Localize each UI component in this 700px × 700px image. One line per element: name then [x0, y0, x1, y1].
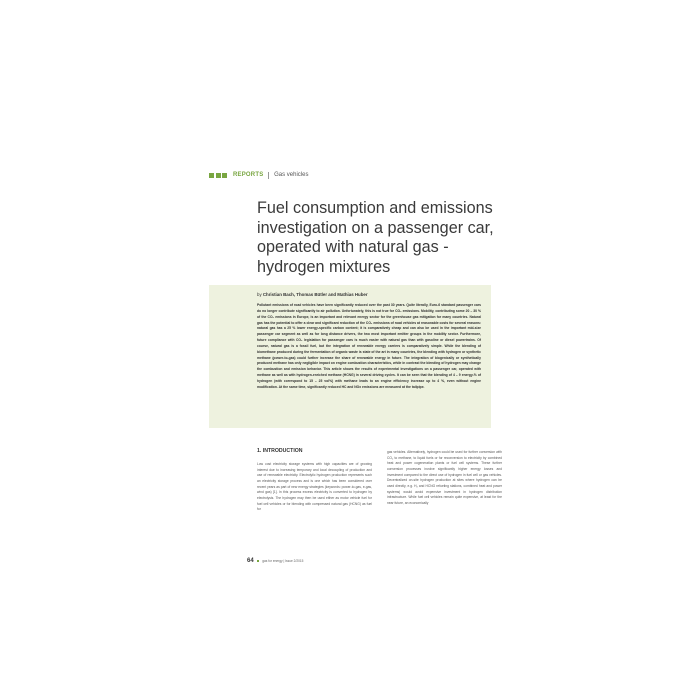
- green-square-icon: [257, 560, 260, 563]
- section-heading: 1. INTRODUCTION: [257, 448, 303, 454]
- article-title: Fuel consumption and emissions investigation on a passenger car, operated with natural gas - hydrogen mixtures: [257, 199, 494, 276]
- section-label: REPORTS: [233, 172, 264, 178]
- page-footer: [247, 558, 303, 564]
- green-square-icon: [209, 173, 214, 178]
- body-column-right: [387, 450, 502, 507]
- body-column-left: [257, 448, 372, 513]
- green-square-icon: [216, 173, 221, 178]
- abstract-text: Pollutant emissions of road vehicles have been significantly reduced over the past 30 years. Quite literally, Euro-6 standard passenger cars do no longer contribute significantly to air pollution. Unfortunately, this is not true for CO₂ emissions. Mobility, contributing some 20 – 30 % of the CO₂ emissions in Europe, is an important and relevant energy sector for the greenhouse gas mitigation for many countries. Natural gas has the potential to offer a clear and significant reduction of the CO₂ emissions of road vehicles at reasonable costs for several reasons: natural gas has a 25 % lower energy-specific carbon content; it is comparatively cheap and can also be used in the important mid-size passenger car segment as well as for long distance drivers, the two most important emitter groups in the mobility sector. Furthermore, future compliance with CO₂ legislation for passenger cars is much easier with natural gas than with gasoline or diesel powertrains. Of course, natural gas is a fossil fuel, but the integration of renewable energy carriers is comparatively simple. While the blending of biomethane produced during the fermentation of organic waste is state of the art in many countries, the blending with hydrogen or synthetic methane (power-to-gas) could further increase the share of renewable energy in future. The integration of biogenically or synthetically produced methane has only negligible impact on engine combustion characteristics, while in contrast the blending of hydrogen may change the combustion and emission behavior. This article shows the results of experimental investigations on a passenger car, operated with methane as well as with hydrogen-enriched methane (HCNG) in several driving cycles. It can be seen that the blending of 4 – 9 energy-% of hydrogen (with correspond to 15 – 25 vol%) with methane leads to an engine efficiency increase up to 4 %, even without engine modification. At the same time, significantly reduced HC and NOx emissions are measured at the tailpipe.: [257, 303, 481, 389]
- page-number: 64: [247, 558, 254, 564]
- section-topic: Gas vehicles: [274, 172, 309, 178]
- journal-name: gas for energy | Issue 2/2015: [262, 559, 304, 563]
- author-names: Christian Bach, Thomas Bütler and Mathias Huber: [262, 292, 368, 297]
- body-paragraph: Low cost electricity storage systems with high capacities are of growing interest due to increasing temporary and local decoupling of production and use of renewable electricity. Electrolytic hydrogen production represents such an electricity storage process and is one which has been considered over recent years as part of new energy strategies (keywords: power-to-gas, e-gas, wind gas) [1]. In this process excess electricity is converted to hydrogen by electrolysis. The hydrogen may then be used either as motor vehicle fuel for fuel cell vehicles or for blending with compressed natural gas (HCNG) as fuel for: [257, 462, 372, 512]
- section-header: [209, 170, 308, 180]
- body-paragraph: gas vehicles. Alternatively, hydrogen could be used for further conversion with CO₂ to methane, to liquid fuels or for reconversion to electricity by combined heat and power cogeneration plants or fuel cell systems. These further conversion processes involve significantly higher energy losses and investment compared to the direct use of hydrogen in fuel cell or gas vehicles. Decentralized on-site hydrogen production at sites where hydrogen can be used directly, e.g. H₂ and HCNG refueling stations, combined heat and power systems) would avoid expensive investment in hydrogen distribution infrastructure. While fuel cell vehicles remain quite expensive, at least for the near future, an economically: [387, 450, 502, 505]
- author-prefix: by: [257, 292, 262, 297]
- section-divider: [268, 172, 269, 179]
- green-square-icon: [222, 173, 227, 178]
- author-line: [257, 292, 368, 297]
